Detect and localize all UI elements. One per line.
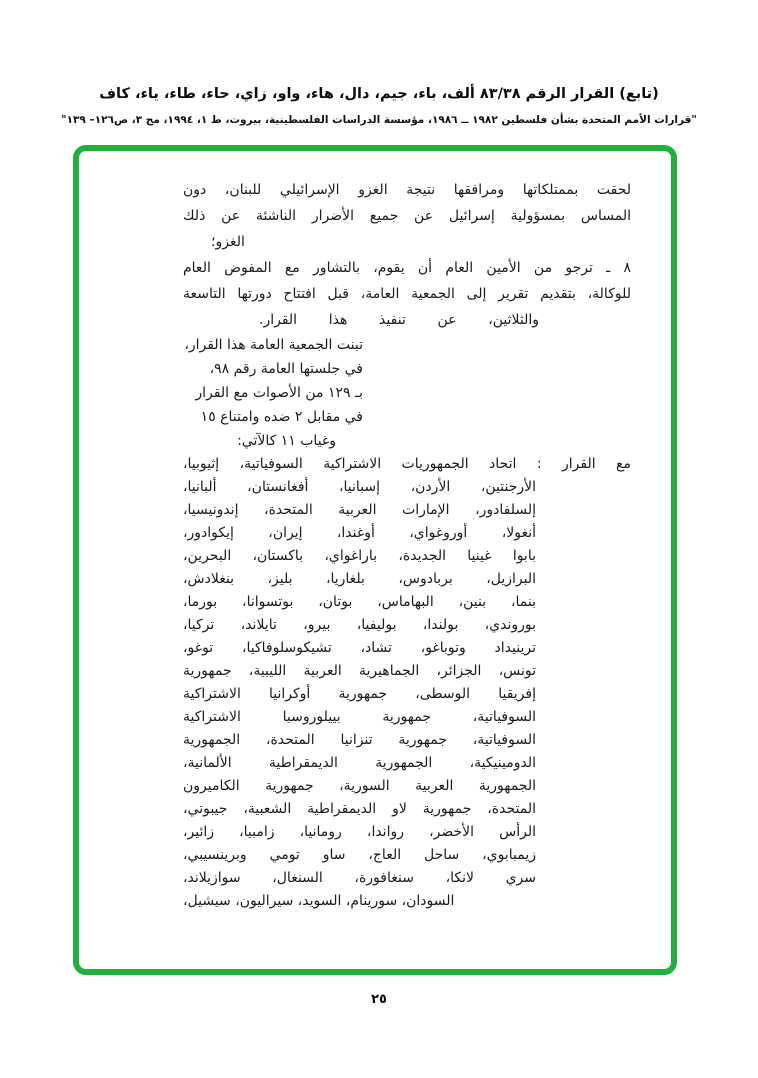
vote-country-line: ترينيداد وتوباغو، تشاد، تشيكوسلوفاكيا، توغو، bbox=[183, 640, 536, 656]
vote-country-line: المتحدة، جمهورية لاو الديمقراطية الشعبية، جيبوتي، bbox=[183, 801, 536, 817]
body-text bbox=[79, 151, 671, 913]
vote-country-line: البرازيل، بربادوس، بلغاريا، بليز، بنغلادش، bbox=[183, 571, 536, 587]
text-line: للوكالة، بتقديم تقرير إلى الجمعية العامة، قبل افتتاح دورتها التاسعة bbox=[183, 286, 631, 302]
vote-country-line: الرأس الأخضر، رواندا، رومانيا، زامبيا، زائير، bbox=[183, 824, 536, 840]
header-citation: "قرارات الأمم المتحدة بشأن فلسطين ١٩٨٢ ــ ١٩٨٦، مؤسسة الدراسات الفلسطينية، بيروت، ط ١، ١٩٩٤، مج ٣، ص١٢٦– ١٣٩" bbox=[61, 114, 697, 126]
vote-country-line: تونس، الجزائر، الجماهيرية العربية الليبية، جمهورية bbox=[183, 663, 536, 679]
vote-country-line: السودان، سورينام، السويد، سيراليون، سيشيل، bbox=[183, 893, 455, 909]
vote-country-line: أنغولا، أوروغواي، أوغندا، إيران، إيكوادور، bbox=[183, 525, 536, 541]
vote-country-line: السوفياتية، جمهورية تنزانيا المتحدة، الجمهورية bbox=[183, 732, 536, 748]
vote-country-line: بوروندي، بولندا، بوليفيا، بيرو، تايلاند، تركيا، bbox=[183, 617, 536, 633]
adoption-note-line: بـ ١٢٩ من الأصوات مع القرار bbox=[195, 385, 363, 401]
adoption-note-line: تبنت الجمعية العامة هذا القرار، bbox=[184, 337, 363, 353]
vote-country-line: سري لانكا، سنغافورة، السنغال، سوازيلاند، bbox=[183, 870, 536, 886]
adoption-note-line: وغياب ١١ كالآتي: bbox=[237, 433, 336, 449]
text-line: المساس بمسؤولية إسرائيل عن جميع الأضرار الناشئة عن ذلك bbox=[183, 208, 631, 224]
vote-country-line: زيمبابوي، ساحل العاج، ساو تومي وبرينسيبي، bbox=[183, 847, 536, 863]
vote-country-line: الدومينيكية، الجمهورية الديمقراطية الألمانية، bbox=[183, 755, 536, 771]
text-line: والثلاثين، عن تنفيذ هذا القرار. bbox=[259, 312, 539, 328]
header-title: (تابع) القرار الرقم ٨٣/٣٨ ألف، باء، جيم، دال، هاء، واو، زاي، حاء، طاء، ياء، كاف bbox=[99, 86, 659, 102]
text-line: الغزو؛ bbox=[211, 234, 245, 250]
vote-country-line: السوفياتية، جمهورية بييلوروسيا الاشتراكية bbox=[183, 709, 536, 725]
vote-country-line: إلسلفادور، الإمارات العربية المتحدة، إندونيسيا، bbox=[183, 502, 536, 518]
text-line: لحقت بممتلكاتها ومرافقها نتيجة الغزو الإسرائيلي للبنان، دون bbox=[183, 182, 631, 198]
vote-with-label-line: مع القرار : اتحاد الجمهوريات الاشتراكية السوفياتية، إثيوبيا، bbox=[183, 456, 631, 472]
adoption-note-line: في مقابل ٢ ضده وامتناع ١٥ bbox=[200, 409, 363, 425]
vote-country-line: بابوا غينيا الجديدة، باراغواي، باكستان، البحرين، bbox=[183, 548, 536, 564]
vote-country-line: بنما، بنين، البهاماس، بوتان، بوتسوانا، بورما، bbox=[183, 594, 536, 610]
vote-country-line: الأرجنتين، الأردن، إسبانيا، أفغانستان، ألبانيا، bbox=[183, 479, 536, 495]
green-border-frame bbox=[73, 145, 677, 975]
vote-country-line: الجمهورية العربية السورية، جمهورية الكاميرون bbox=[183, 778, 536, 794]
page-number: ٢٥ bbox=[371, 992, 387, 1007]
adoption-note-line: في جلستها العامة رقم ٩٨، bbox=[209, 361, 363, 377]
text-line: ٨ ـ ترجو من الأمين العام أن يقوم، بالتشاور مع المفوض العام bbox=[183, 260, 631, 276]
vote-country-line: إفريقيا الوسطى، جمهورية أوكرانيا الاشتراكية bbox=[183, 686, 536, 702]
